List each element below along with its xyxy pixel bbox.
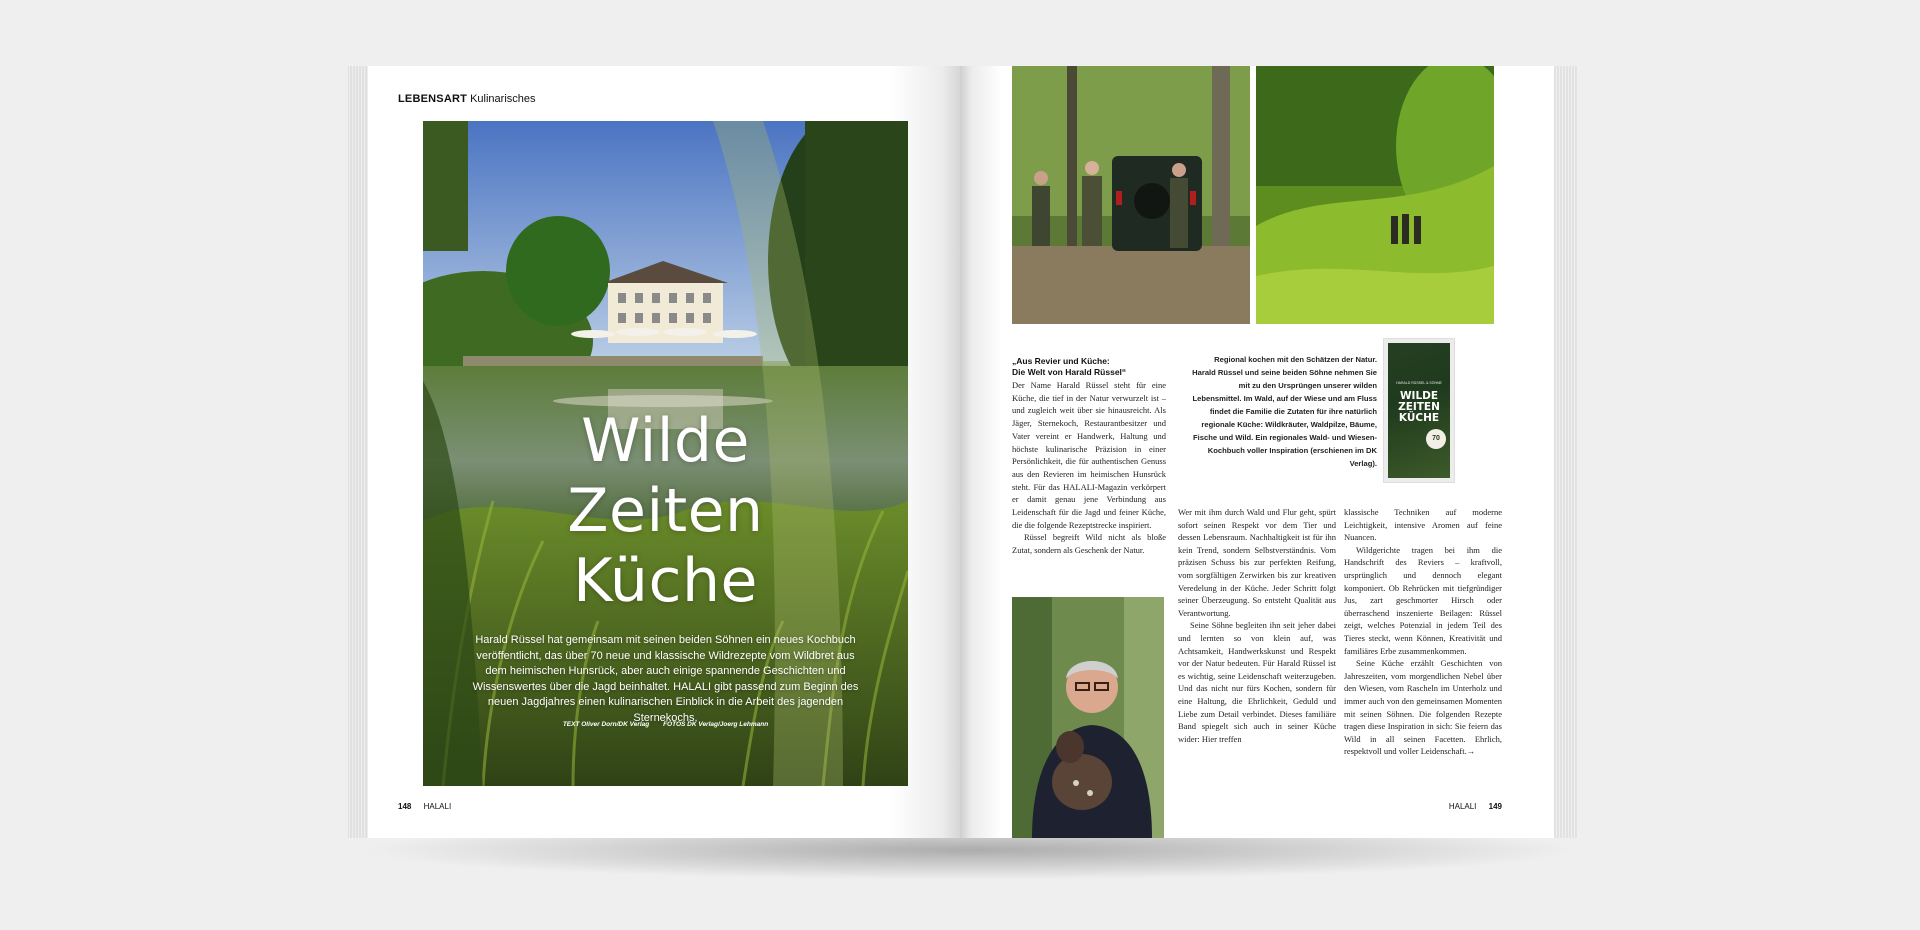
- paragraph: Wildgerichte tragen bei ihm die Handschrift des Reviers – kraftvoll, ursprünglich und dennoch elegant komponiert. Ob Rehrücken mit tiefgründiger Jus, zart geschmorter Hirsch oder überraschend inszenierte Beilagen: Rüssel zeigt, welches Potenzial in jedem Teil des Tieres steckt, wenn Können, Kreativität und familiäres Erbe zusammenkommen.: [1344, 544, 1502, 656]
- title-line: Wilde: [581, 406, 750, 476]
- article-title: [423, 406, 908, 616]
- book-title-line: KÜCHE: [1398, 412, 1440, 424]
- text-column-2: [1178, 506, 1336, 745]
- article-lead: Harald Rüssel hat gemeinsam mit seinen beiden Söhnen ein neues Kochbuch veröffentlicht, das über 70 neue und klassische Wildrezepte vom Wildbret aus dem heimischen Hunsrück, aber auch einige spannende Geschichten und Wissenswertes über die Jagd beinhaltet. HALALI gibt passend zum Beginn des neuen Jagdjahres einen kulinarischen Einblick in die Arbeit des jagenden Sternekochs.: [472, 634, 859, 724]
- sidebar-heading-line: „Aus Revier und Küche:: [1012, 356, 1110, 366]
- book-intro-text: Regional kochen mit den Schätzen der Natur. Harald Rüssel und seine beiden Söhne nehmen Sie mit zu den Ursprüngen unserer wilden Lebensmittel. Im Wald, auf der Wiese und am Fluss findet die Familie die Zutaten für ihre natürlich regionale Küche: Wildkräuter, Waldpilze, Bäume, Fische und Wild. Ein regionales Wald- und Wiesen-Kochbuch voller Inspiration (erschienen im DK Verlag).: [1192, 355, 1377, 468]
- text-credit: TEXT Oliver Dorn/DK Verlag: [562, 721, 650, 728]
- folio-right: [1449, 802, 1502, 811]
- page-edges-left: [348, 66, 370, 838]
- book-title: [1388, 391, 1450, 424]
- right-page: [960, 66, 1554, 838]
- book-author: HARALD RÜSSEL & SÖHNE: [1396, 381, 1442, 385]
- photo-credit: FOTOS DK Verlag/Joerg Lehmann: [663, 721, 769, 728]
- magazine-name: HALALI: [423, 802, 452, 811]
- photo-hunters-car: [1012, 66, 1250, 324]
- sidebar-heading: [1012, 356, 1126, 378]
- title-line: Küche: [573, 546, 758, 616]
- book-cover: [1384, 339, 1454, 482]
- text-column-3: [1344, 506, 1502, 758]
- page-edges-right: [1552, 66, 1578, 838]
- paragraph: Seine Küche erzählt Geschichten von Jahreszeiten, vom morgendlichen Nebel über den Wiesen, vom Rascheln im Unterholz und immer auch von den gemeinsamen Momenten mit seinen Söhnen. Die folgenden Rezepte tragen diese Inspiration in sich: Sie feiern das Wild in all seinen Facetten. Ehrlich, respektvoll und voller Leidenschaft.→: [1344, 658, 1502, 757]
- photo-meadow-walk: [1256, 66, 1494, 324]
- book-badge: 70: [1426, 429, 1446, 449]
- text-column-1: [1012, 379, 1166, 557]
- left-page: [368, 66, 960, 838]
- paragraph: klassische Techniken auf moderne Leichtigkeit, intensive Aromen auf feine Nuancen.: [1344, 507, 1502, 543]
- paragraph: Wer mit ihm durch Wald und Flur geht, spürt sofort seinen Respekt vor dem Tier und dessen Lebensraum. Nachhaltigkeit ist für ihn kein Trend, sondern Selbstverständnis. Vom präzisen Schuss bis zur perfekten Reifung, vom sorgfältigen Zerwirken bis zur kreativen Veredelung in der Küche. Jeder Schritt folgt seiner Überzeugung. So entsteht Qualität aus Verantwortung.: [1178, 507, 1336, 618]
- subsection-name: Kulinarisches: [470, 93, 536, 105]
- book-title-line: WILDE: [1399, 390, 1439, 402]
- magazine-name: HALALI: [1448, 802, 1477, 811]
- sidebar-heading-line: Die Welt von Harald Rüssel“: [1012, 367, 1127, 377]
- book-title-line: ZEITEN: [1398, 401, 1440, 413]
- photo-chef-with-dog: [1012, 597, 1164, 838]
- page-number: 148: [398, 802, 412, 811]
- title-line: Zeiten: [567, 476, 764, 546]
- section-header: [398, 93, 536, 105]
- page-number: 149: [1488, 802, 1502, 811]
- folio-left: [398, 802, 451, 811]
- hero-photo: [423, 121, 908, 786]
- paragraph: Rüssel begreift Wild nicht als bloße Zutat, sondern als Geschenk der Natur.: [1012, 532, 1166, 556]
- article-credits: [423, 721, 908, 728]
- paragraph: Seine Söhne begleiten ihn seit jeher dabei und lernten so von klein auf, was Achtsamkeit, Handwerkskunst und Respekt vor der Natur bedeuten. Für Harald Rüssel ist es wichtig, seine Leidenschaft weiterzugeben. Und das nicht nur fürs Kochen, sondern für eine Haltung, die Ehrlichkeit, Geduld und Liebe zum Detail verbindet. Dieses familiäre Band spiegelt sich auch in seiner Küche wider: Hier treffen: [1178, 620, 1336, 744]
- section-name: LEBENSART: [398, 93, 468, 105]
- paragraph: Der Name Harald Rüssel steht für eine Küche, die tief in der Natur verwurzelt ist – und zugleich weit über sie hinausreicht. Als Jäger, Sternekoch, Restaurantbesitzer und Vater vereint er Handwerk, Haltung und höchste kulinarische Präzision in einer Persönlichkeit, die für authentischen Genuss aus den Revieren im heimischen Hunsrück steht. Für das HALALI-Magazin verkörpert er damit genau jene Verbindung aus Leidenschaft für die Jagd und feiner Küche, die die folgende Rezeptstrecke inspiriert.: [1012, 380, 1166, 530]
